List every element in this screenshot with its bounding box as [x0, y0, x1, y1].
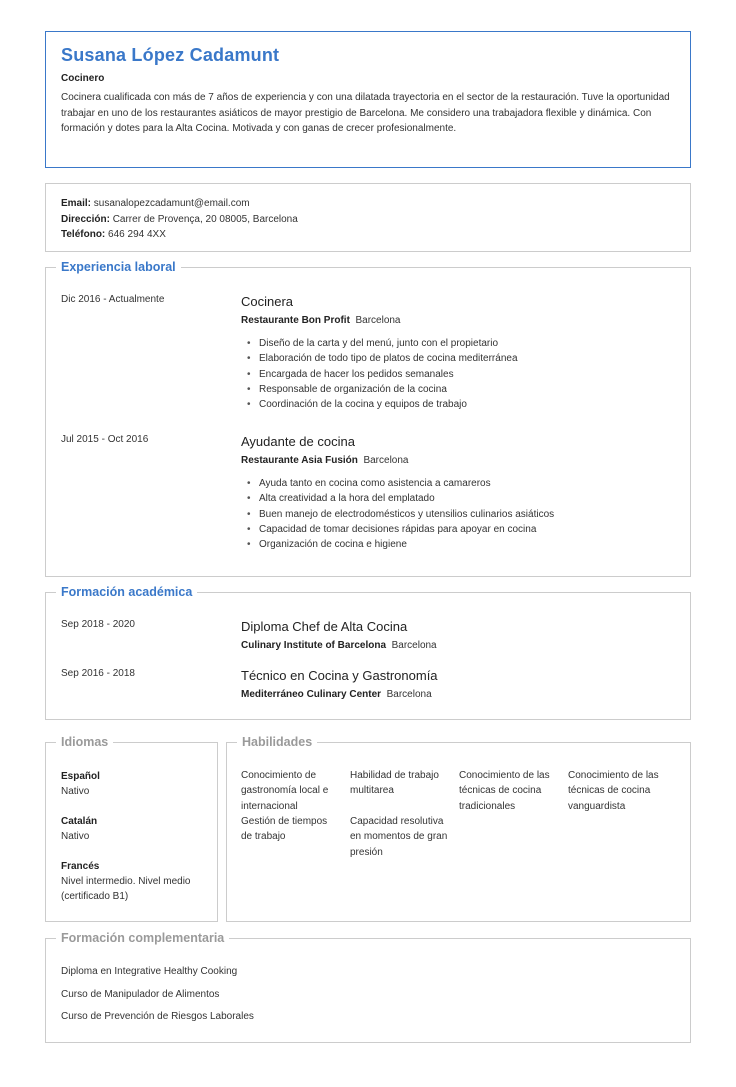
job-location: Barcelona: [355, 315, 401, 326]
language-item: [61, 814, 211, 844]
contact-section: [45, 183, 691, 252]
language-name: Español: [61, 771, 100, 782]
institution-location: Barcelona: [391, 640, 437, 651]
languages-title: Idiomas: [56, 734, 113, 750]
list-item: • Diseño de la carta y del menú, junto con el propietario: [241, 336, 681, 351]
list-item: • Capacidad de tomar decisiones rápidas para apoyar en cocina: [241, 522, 681, 537]
list-item: Curso de Manipulador de Alimentos: [61, 988, 220, 1000]
phone-value: 646 294 4XX: [108, 229, 166, 240]
skill-item: Conocimiento de gastronomía local e internacional: [241, 770, 329, 812]
list-item: • Buen manejo de electrodomésticos y utensilios culinarios asiáticos: [241, 507, 681, 522]
email-value: susanalopezcadamunt@email.com: [93, 198, 250, 209]
task-list: [241, 336, 681, 412]
institution-location: Barcelona: [386, 689, 432, 700]
profile-summary: Cocinera cualificada con más de 7 años de experiencia y con una dilatada trayectoria en el sector de la restauración. Tuve la oportunidad trabajar en uno de los restaurantes asiáticos de mayor prestigio de Barcelona. Me considero una trabajadora flexible y dinámica. Con formación y dotes para la Alta Cocina. Motivada y con ganas de crecer profesionalmente.: [61, 92, 670, 134]
language-name: Francés: [61, 861, 100, 872]
list-item: • Organización de cocina e higiene: [241, 537, 681, 552]
skills-section: [226, 735, 691, 922]
language-level: Nativo: [61, 786, 90, 797]
languages-section: [45, 735, 218, 922]
language-item: [61, 859, 211, 904]
skills-title: Habilidades: [237, 734, 317, 750]
phone-label: Teléfono:: [61, 229, 106, 240]
header-section: [45, 31, 691, 168]
list-item: Curso de Prevención de Riesgos Laborales: [61, 1011, 254, 1022]
email-line: [61, 196, 675, 212]
institution-name: Mediterráneo Culinary Center: [241, 689, 382, 700]
language-level: Nativo: [61, 831, 90, 842]
entry-date: Sep 2018 - 2020: [61, 619, 135, 630]
entry-body: [241, 618, 681, 653]
entry-date: Dic 2016 - Actualmente: [61, 294, 165, 305]
address-label: Dirección:: [61, 213, 110, 225]
degree-title: Diploma Chef de Alta Cocina: [241, 619, 408, 634]
address-value: Carrer de Provença, 20 08005, Barcelona: [112, 213, 298, 225]
list-item: • Coordinación de la cocina y equipos de trabajo: [241, 397, 681, 412]
language-level: Nivel intermedio. Nivel medio (certificado B1): [61, 876, 191, 902]
address-line: [61, 212, 675, 228]
experience-title: Experiencia laboral: [56, 259, 181, 275]
complementary-title: Formación complementaria: [56, 930, 229, 946]
job-company-line: [241, 314, 681, 328]
skill-item: Gestión de tiempos de trabajo: [241, 816, 328, 843]
list-item: • Responsable de organización de la cocina: [241, 382, 681, 397]
list-item: • Encargada de hacer los pedidos semanales: [241, 367, 681, 382]
language-list: [61, 769, 211, 919]
language-item: [61, 769, 211, 799]
institution-line: [241, 639, 681, 653]
entry-date: Jul 2015 - Oct 2016: [61, 434, 149, 445]
experience-section: [45, 260, 691, 577]
language-name: Catalán: [61, 816, 98, 827]
entry-body: [241, 293, 681, 412]
skill-item: Habilidad de trabajo multitarea: [350, 770, 439, 797]
phone-line: [61, 227, 675, 243]
skill-item: Conocimiento de las técnicas de cocina tradicionales: [459, 770, 550, 812]
education-section: [45, 585, 691, 720]
institution-line: [241, 688, 681, 702]
complementary-list: [61, 964, 661, 1032]
email-label: Email:: [61, 198, 92, 209]
skill-item: Conocimiento de las técnicas de cocina vanguardista: [568, 770, 659, 812]
task-list: [241, 476, 681, 552]
list-item: • Ayuda tanto en cocina como asistencia a camareros: [241, 476, 681, 491]
job-location: Barcelona: [363, 455, 409, 466]
institution-name: Culinary Institute of Barcelona: [241, 640, 387, 651]
job-company-line: [241, 454, 681, 468]
degree-title: Técnico en Cocina y Gastronomía: [241, 668, 438, 683]
entry-date: Sep 2016 - 2018: [61, 668, 135, 679]
skill-item: Capacidad resolutiva en momentos de gran presión: [350, 816, 448, 858]
list-item: Diploma en Integrative Healthy Cooking: [61, 966, 238, 977]
job-company: Restaurante Asia Fusión: [241, 455, 358, 466]
entry-body: [241, 433, 681, 552]
job-company: Restaurante Bon Profit: [241, 315, 350, 326]
list-item: • Alta creatividad a la hora del emplatado: [241, 491, 681, 506]
job-position: Cocinera: [241, 294, 294, 309]
candidate-role: Cocinero: [61, 73, 105, 84]
job-position: Ayudante de cocina: [241, 434, 355, 449]
complementary-section: [45, 931, 691, 1043]
education-title: Formación académica: [56, 584, 197, 600]
list-item: • Elaboración de todo tipo de platos de cocina mediterránea: [241, 351, 681, 366]
candidate-name: Susana López Cadamunt: [61, 45, 280, 65]
entry-body: [241, 667, 681, 702]
